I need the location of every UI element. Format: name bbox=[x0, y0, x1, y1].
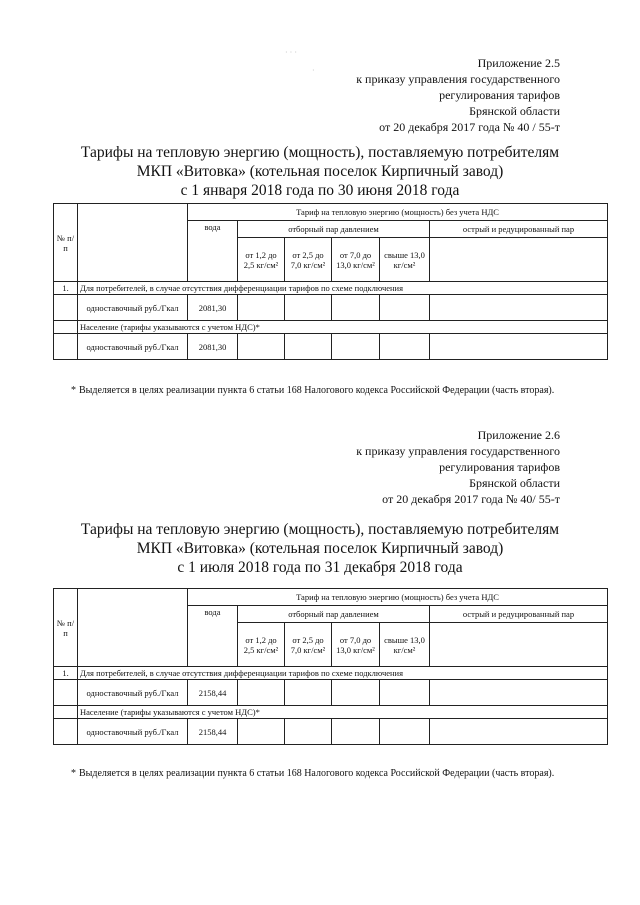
annex-authority: регулирования тарифов bbox=[439, 460, 560, 474]
pressure-2: от 2,5 до 7,0 кг/см² bbox=[285, 623, 332, 667]
empty-cell bbox=[285, 295, 332, 321]
rate-label: одноставочный руб./Гкал bbox=[78, 295, 188, 321]
pressure-1: от 1,2 до 2,5 кг/см² bbox=[238, 238, 285, 282]
title-line: Тарифы на тепловую энергию (мощность), поставляемую потребителям bbox=[80, 521, 560, 538]
footnote-text: Выделяется в целях реализации пункта 6 статьи 168 Налогового кодекса Российской Федерации (часть вторая). bbox=[79, 768, 555, 779]
empty-cell bbox=[332, 719, 380, 745]
row-consumers: Для потребителей, в случае отсутствия дифференциации тарифов по схеме подключения bbox=[78, 667, 608, 680]
title-line: с 1 июля 2018 года по 31 декабря 2018 года bbox=[177, 559, 463, 576]
col-number-header: № п/п bbox=[54, 204, 78, 282]
row-population: Население (тарифы указываются с учетом НДС)* bbox=[78, 706, 608, 719]
empty-cell bbox=[54, 680, 78, 706]
header-water: вода bbox=[188, 606, 238, 667]
title-line: МКП «Витовка» (котельная поселок Кирпичный завод) bbox=[136, 540, 504, 557]
footnote-2 bbox=[58, 767, 588, 780]
empty-cell bbox=[285, 719, 332, 745]
rate-value: 2158,44 bbox=[188, 719, 238, 745]
footnote-marker: * bbox=[71, 768, 76, 779]
col-blank-header bbox=[78, 589, 188, 667]
annex-date: от 20 декабря 2017 года № 40/ 55-т bbox=[382, 492, 560, 506]
header-water: вода bbox=[188, 221, 238, 282]
empty-cell bbox=[54, 321, 78, 334]
annex-order-ref: к приказу управления государственного bbox=[356, 444, 560, 458]
rate-value: 2081,30 bbox=[188, 295, 238, 321]
header-steam: отборный пар давлением bbox=[238, 221, 430, 238]
empty-cell bbox=[430, 238, 608, 282]
pressure-4: свыше 13,0 кг/см² bbox=[380, 238, 430, 282]
header-sharp-steam: острый и редуцированный пар bbox=[430, 221, 608, 238]
annex-region: Брянской области bbox=[469, 104, 560, 118]
annex-header-1 bbox=[356, 55, 560, 135]
empty-cell bbox=[332, 295, 380, 321]
empty-cell bbox=[238, 334, 285, 360]
empty-cell bbox=[285, 334, 332, 360]
pressure-3: от 7,0 до 13,0 кг/см² bbox=[332, 238, 380, 282]
empty-cell bbox=[238, 295, 285, 321]
tariff-main-header: Тариф на тепловую энергию (мощность) без учета НДС bbox=[188, 589, 608, 606]
annex-number: Приложение 2.6 bbox=[477, 428, 560, 442]
row-number: 1. bbox=[54, 667, 78, 680]
empty-cell bbox=[54, 295, 78, 321]
annex-header-2 bbox=[356, 427, 560, 507]
row-population: Население (тарифы указываются с учетом НДС)* bbox=[78, 321, 608, 334]
pressure-4: свыше 13,0 кг/см² bbox=[380, 623, 430, 667]
empty-cell bbox=[430, 719, 608, 745]
rate-label: одноставочный руб./Гкал bbox=[78, 719, 188, 745]
annex-date: от 20 декабря 2017 года № 40 / 55-т bbox=[379, 120, 560, 134]
rate-label: одноставочный руб./Гкал bbox=[78, 680, 188, 706]
empty-cell bbox=[54, 334, 78, 360]
empty-cell bbox=[54, 706, 78, 719]
empty-cell bbox=[430, 295, 608, 321]
footnote-marker: * bbox=[71, 385, 76, 396]
empty-cell bbox=[285, 680, 332, 706]
empty-cell bbox=[54, 719, 78, 745]
empty-cell bbox=[380, 680, 430, 706]
title-line: с 1 января 2018 года по 30 июня 2018 года bbox=[180, 182, 460, 199]
pressure-1: от 1,2 до 2,5 кг/см² bbox=[238, 623, 285, 667]
empty-cell bbox=[380, 295, 430, 321]
rate-label: одноставочный руб./Гкал bbox=[78, 334, 188, 360]
title-line: Тарифы на тепловую энергию (мощность), поставляемую потребителям bbox=[80, 144, 560, 161]
empty-cell bbox=[238, 719, 285, 745]
pressure-2: от 2,5 до 7,0 кг/см² bbox=[285, 238, 332, 282]
rate-value: 2081,30 bbox=[188, 334, 238, 360]
col-blank-header bbox=[78, 204, 188, 282]
tariff-title-1 bbox=[20, 143, 620, 200]
empty-cell bbox=[332, 680, 380, 706]
empty-cell bbox=[238, 680, 285, 706]
tariff-main-header: Тариф на тепловую энергию (мощность) без учета НДС bbox=[188, 204, 608, 221]
annex-region: Брянской области bbox=[469, 476, 560, 490]
tariff-title-2 bbox=[20, 520, 620, 577]
tariff-table-2 bbox=[53, 588, 608, 745]
footnote-text: Выделяется в целях реализации пункта 6 статьи 168 Налогового кодекса Российской Федерации (часть вторая). bbox=[79, 385, 555, 396]
annex-authority: регулирования тарифов bbox=[439, 88, 560, 102]
header-steam: отборный пар давлением bbox=[238, 606, 430, 623]
empty-cell bbox=[430, 623, 608, 667]
scan-speck: · · · bbox=[285, 48, 297, 57]
empty-cell bbox=[430, 680, 608, 706]
annex-number: Приложение 2.5 bbox=[477, 56, 560, 70]
empty-cell bbox=[430, 334, 608, 360]
col-number-header: № п/п bbox=[54, 589, 78, 667]
footnote-1 bbox=[58, 384, 588, 397]
empty-cell bbox=[332, 334, 380, 360]
empty-cell bbox=[380, 334, 430, 360]
title-line: МКП «Витовка» (котельная поселок Кирпичный завод) bbox=[136, 163, 504, 180]
header-sharp-steam: острый и редуцированный пар bbox=[430, 606, 608, 623]
annex-order-ref: к приказу управления государственного bbox=[356, 72, 560, 86]
row-consumers: Для потребителей, в случае отсутствия дифференциации тарифов по схеме подключения bbox=[78, 282, 608, 295]
tariff-table-1 bbox=[53, 203, 608, 360]
scan-speck: · bbox=[312, 66, 315, 75]
rate-value: 2158,44 bbox=[188, 680, 238, 706]
empty-cell bbox=[380, 719, 430, 745]
pressure-3: от 7,0 до 13,0 кг/см² bbox=[332, 623, 380, 667]
row-number: 1. bbox=[54, 282, 78, 295]
